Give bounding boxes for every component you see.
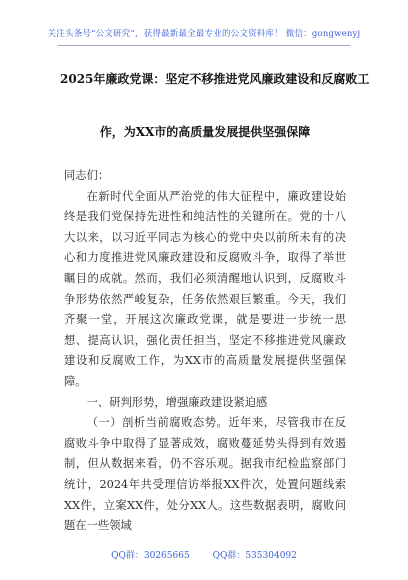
document-title-line-2: 作，为XX市的高质量发展提供坚强保障 (99, 125, 311, 139)
footer-qq-group-2: QQ群：535304092 (212, 551, 297, 561)
footer-qq-group-1: QQ群：30265665 (111, 551, 190, 561)
document-body (64, 166, 346, 537)
section-heading: 一、研判形势，增强廉政建设紧迫感 (86, 395, 268, 409)
body-paragraph: （一）剖析当前腐败态势。近年来，尽管我市在反腐败斗争中取得了显著成效，腐败蔓延势头得到有效遏制，但从数据来看，仍不容乐观。据我市纪检监察部门统计，2024年共受理信访举报XX件次，处置问题线索XX件，立案XX件，处分XX人。这些数据表明，腐败问题在一些领域 (64, 416, 346, 533)
salutation: 同志们： (64, 169, 110, 182)
header-divider (58, 45, 350, 46)
body-paragraph: 在新时代全面从严治党的伟大征程中，廉政建设始终是我们党保持先进性和纯洁性的关键所在。党的十八大以来，以习近平同志为核心的党中央以前所未有的决心和力度推进党风廉政建设和反腐败斗争，取得了举世瞩目的成就。然而，我们必须清醒地认识到，反腐败斗争形势依然严峻复杂，任务依然艰巨繁重。今天，我们齐聚一堂，开展这次廉政党课，就是要进一步统一思想、提高认识，强化责任担当，坚定不移推进党风廉政建设和反腐败工作，为XX市的高质量发展提供坚强保障。 (64, 189, 346, 388)
footer (0, 548, 408, 561)
header-notice: 关注头条号“公文研究”，获得最新最全最专业的公文资料库！ 微信：gongwenyj (47, 29, 361, 39)
document-title-line-1: 2025年廉政党课：坚定不移推进党风廉政建设和反腐败工 (60, 72, 370, 86)
